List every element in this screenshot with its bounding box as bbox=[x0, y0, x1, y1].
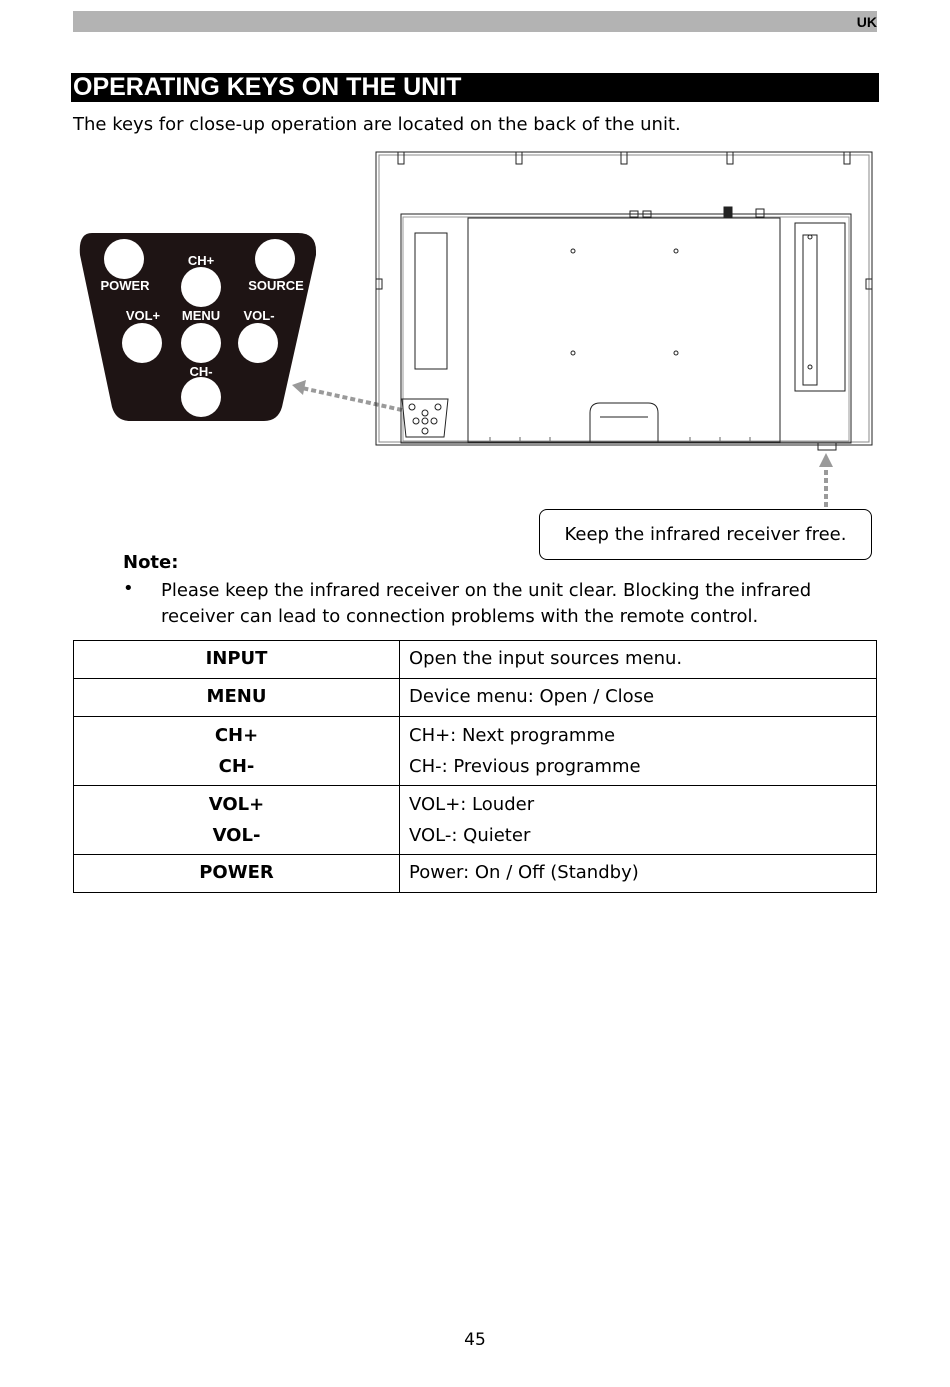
table-row bbox=[74, 641, 877, 679]
power-label: POWER bbox=[100, 278, 150, 293]
source-label: SOURCE bbox=[248, 278, 304, 293]
description-cell: CH+: Next programme CH-: Previous programme bbox=[400, 717, 877, 786]
menu-key[interactable] bbox=[181, 323, 221, 363]
vol-plus-key[interactable] bbox=[122, 323, 162, 363]
table-row bbox=[74, 717, 877, 786]
menu-label: MENU bbox=[181, 308, 221, 323]
page-number: 45 bbox=[464, 1330, 486, 1350]
table-row bbox=[74, 786, 877, 855]
ir-callout-box: Keep the infrared receiver free. bbox=[539, 509, 872, 560]
ch-minus-key[interactable] bbox=[181, 377, 221, 417]
unit-back-illustration bbox=[70, 145, 890, 525]
ch-plus-label: CH+ bbox=[187, 253, 215, 268]
section-title: OPERATING KEYS ON THE UNIT bbox=[71, 73, 879, 102]
intro-text: The keys for close-up operation are located on the back of the unit. bbox=[73, 114, 681, 135]
key-cell: VOL+ VOL- bbox=[74, 786, 400, 855]
description-cell: Power: On / Off (Standby) bbox=[400, 855, 877, 893]
power-key[interactable] bbox=[104, 239, 144, 279]
keypad-panel bbox=[80, 233, 316, 421]
key-cell: CH+ CH- bbox=[74, 717, 400, 786]
note-text: Please keep the infrared receiver on the unit clear. Blocking the infrared receiver can lead to connection problems with the remote control. bbox=[161, 580, 812, 627]
language-label: UK bbox=[856, 14, 877, 30]
vol-plus-label: VOL+ bbox=[125, 308, 161, 323]
table-row bbox=[74, 855, 877, 893]
key-cell: MENU bbox=[74, 679, 400, 717]
header-bar bbox=[73, 11, 877, 32]
key-cell: INPUT bbox=[74, 641, 400, 679]
vol-minus-key[interactable] bbox=[238, 323, 278, 363]
note-bullet: • bbox=[123, 578, 134, 599]
ch-plus-key[interactable] bbox=[181, 267, 221, 307]
description-cell: Open the input sources menu. bbox=[400, 641, 877, 679]
table-row bbox=[74, 679, 877, 717]
note-label: Note: bbox=[123, 552, 179, 573]
key-cell: POWER bbox=[74, 855, 400, 893]
description-cell: VOL+: Louder VOL-: Quieter bbox=[400, 786, 877, 855]
ch-minus-label: CH- bbox=[189, 364, 213, 379]
description-cell: Device menu: Open / Close bbox=[400, 679, 877, 717]
vol-minus-label: VOL- bbox=[243, 308, 275, 323]
ir-pointer-arrow bbox=[819, 453, 833, 507]
source-key[interactable] bbox=[255, 239, 295, 279]
tv-back bbox=[376, 152, 872, 450]
keys-table bbox=[73, 640, 877, 893]
keypad-pointer-arrow bbox=[292, 380, 402, 410]
